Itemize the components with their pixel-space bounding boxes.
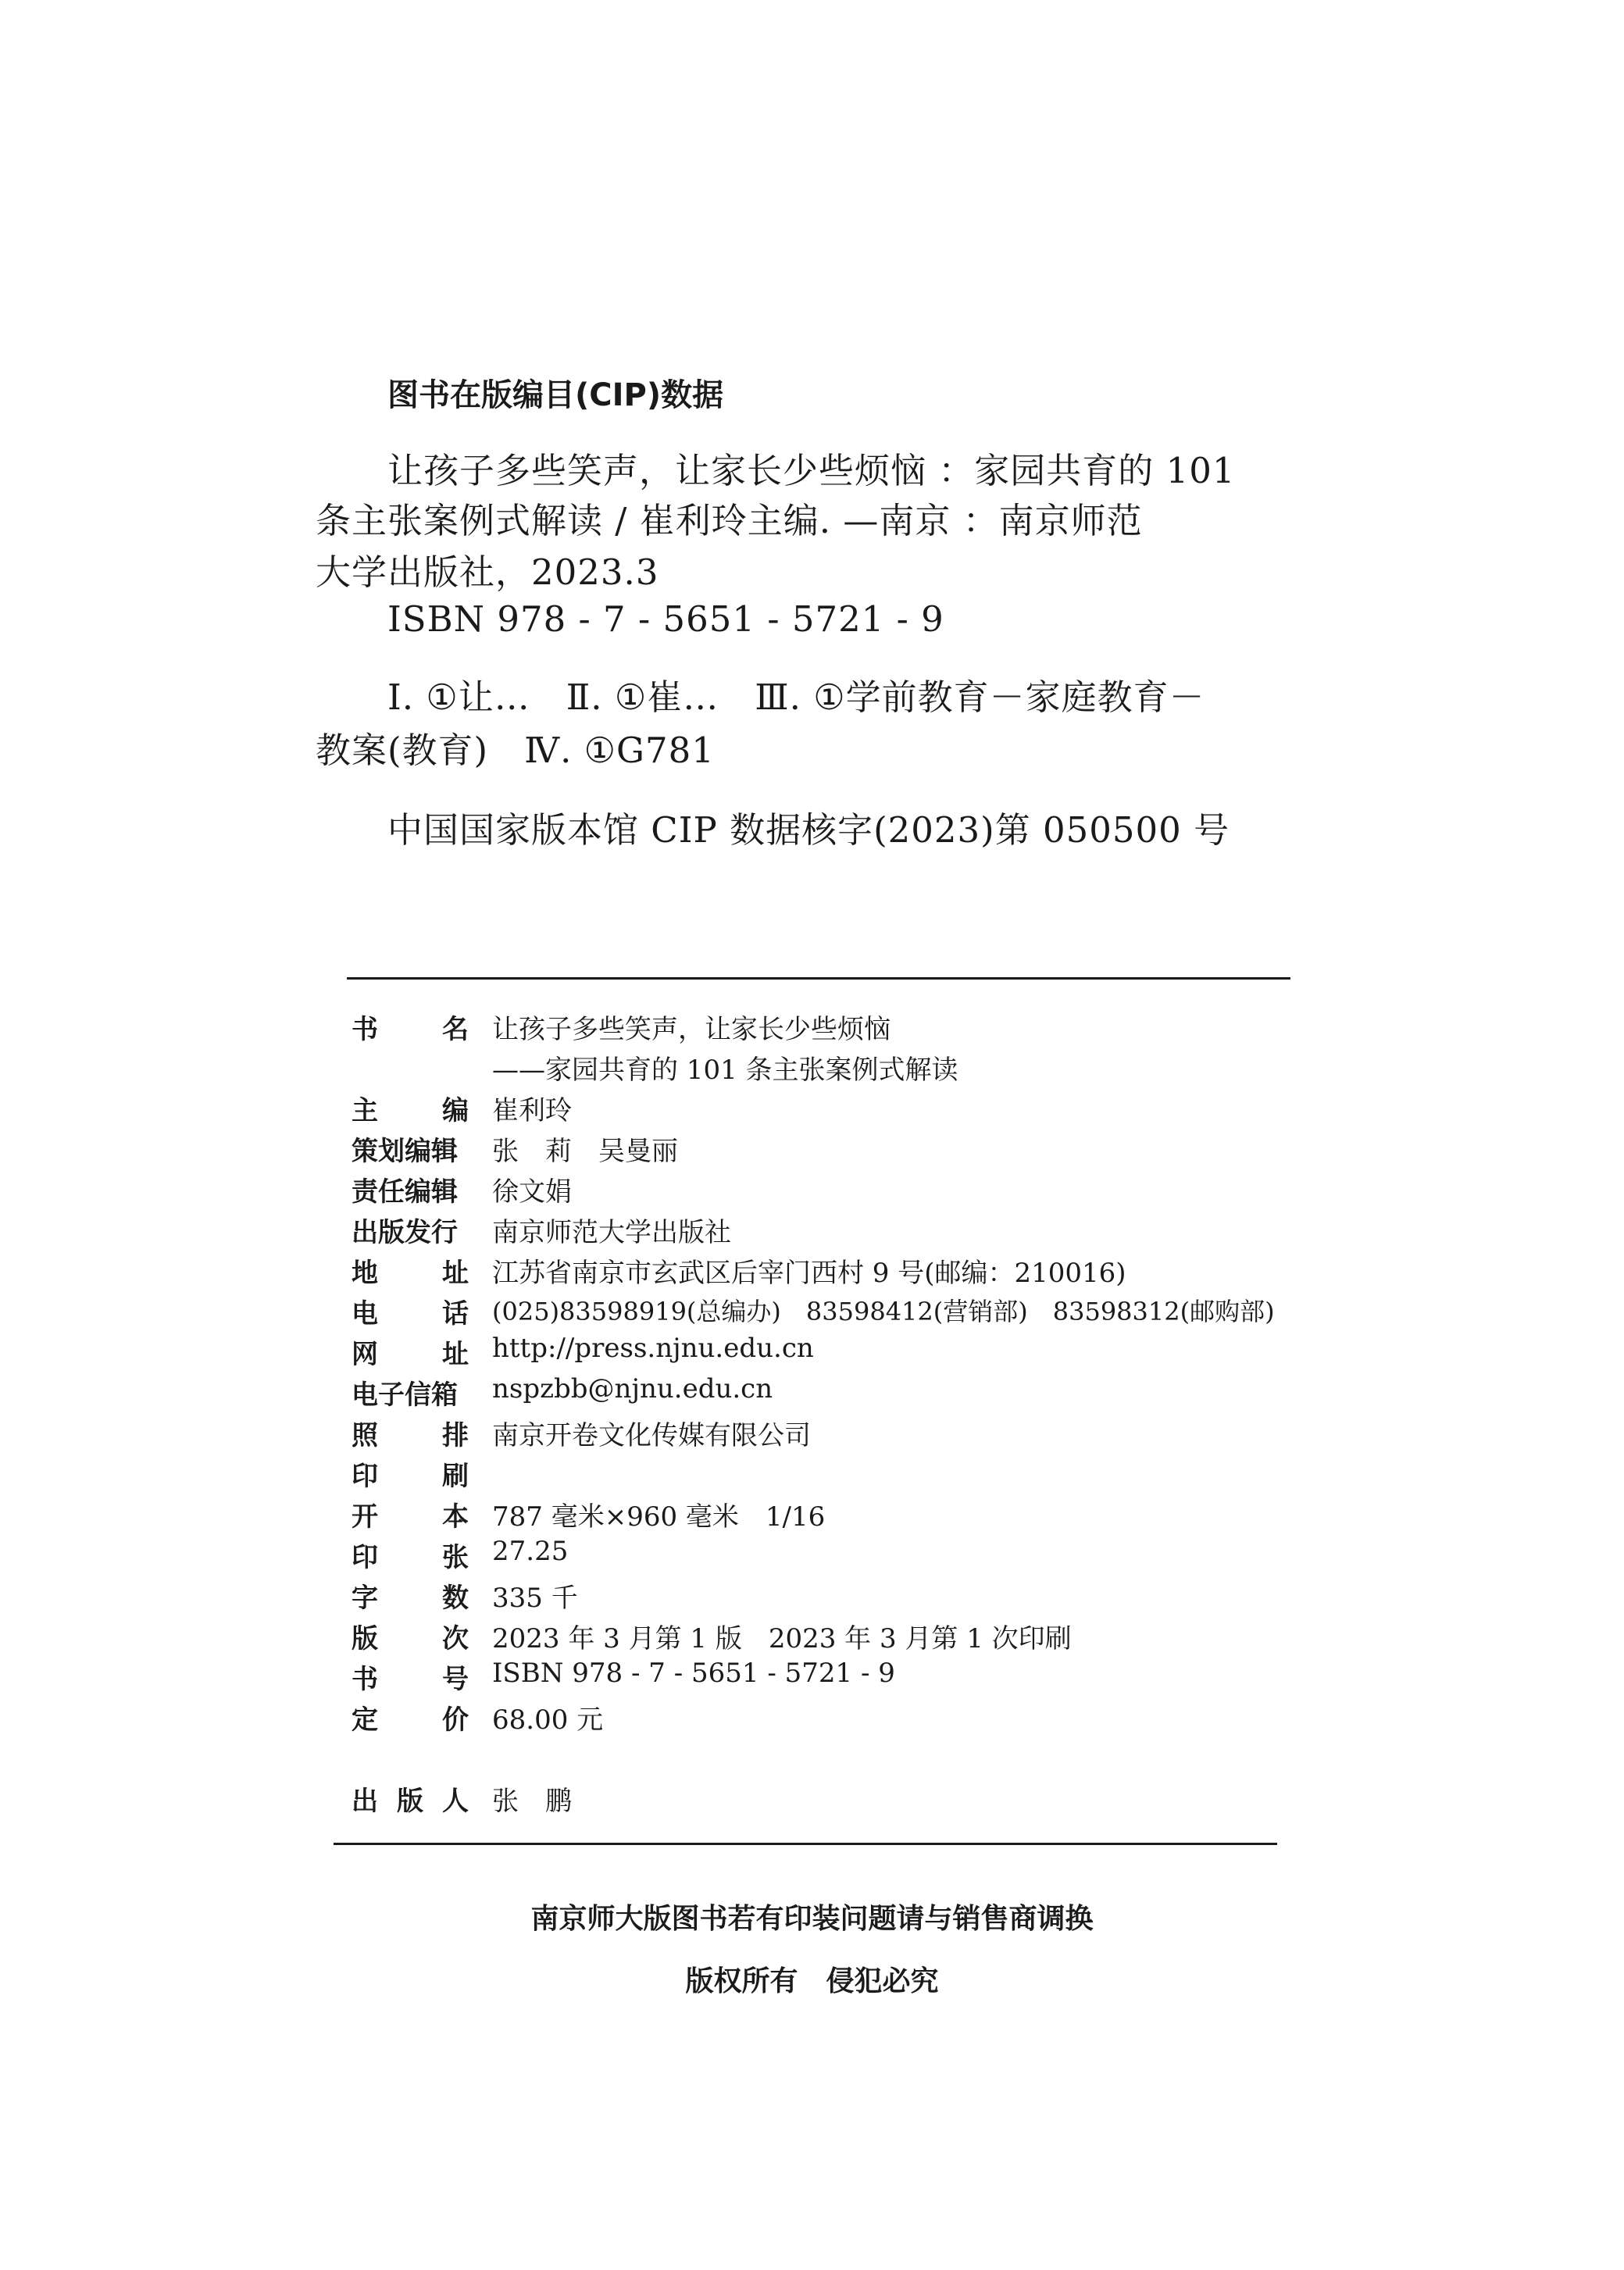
info-label-typeset: 照 排 (352, 1420, 469, 1451)
cip-line-2: 条主张案例式解读 / 崔利玲主编. —南京 ：南京师范 (316, 500, 1143, 541)
info-label-sheets: 印 张 (352, 1542, 469, 1573)
info-value-sheets: 27.25 (492, 1536, 569, 1567)
cip-line-1: 让孩子多些笑声，让家长少些烦恼 ：家园共育的 101 (387, 450, 1236, 491)
cip-line-4: ISBN 978 - 7 - 5651 - 5721 - 9 (387, 598, 944, 640)
info-value-responsible: 徐文娟 (492, 1176, 572, 1208)
cip-line-7: 中国国家版本馆 CIP 数据核字(2023)第 050500 号 (387, 809, 1230, 851)
bottom-rule (334, 1843, 1277, 1845)
info-value-issuer: 张 鹏 (492, 1786, 572, 1817)
info-label-format: 开 本 (352, 1501, 469, 1533)
info-value-editor: 崔利玲 (492, 1095, 572, 1126)
info-label-responsible: 责任编辑 (352, 1176, 458, 1208)
info-value-edition: 2023 年 3 月第 1 版 2023 年 3 月第 1 次印刷 (492, 1623, 1072, 1654)
info-label-issuer: 出 版 人 (352, 1786, 469, 1817)
info-value-isbn: ISBN 978 - 7 - 5651 - 5721 - 9 (492, 1658, 895, 1689)
info-value-price: 68.00 元 (492, 1704, 604, 1736)
info-value-email[interactable]: nspzbb@njnu.edu.cn (492, 1373, 773, 1404)
info-label-print: 印 刷 (352, 1461, 469, 1492)
info-value-web[interactable]: http://press.njnu.edu.cn (492, 1333, 814, 1364)
cip-line-3: 大学出版社，2023.3 (316, 551, 659, 593)
info-value-subtitle: ——家园共育的 101 条主张案例式解读 (492, 1055, 958, 1086)
info-value-planning: 张 莉 吴曼丽 (492, 1136, 678, 1167)
info-value-title: 让孩子多些笑声，让家长少些烦恼 (492, 1014, 891, 1045)
info-label-address: 地 址 (352, 1258, 469, 1289)
info-label-planning: 策划编辑 (352, 1136, 458, 1167)
info-value-format: 787 毫米×960 毫米 1/16 (492, 1501, 826, 1533)
info-label-email: 电子信箱 (352, 1379, 458, 1411)
info-label-isbn: 书 号 (352, 1664, 469, 1695)
cip-line-5: Ⅰ. ①让… Ⅱ. ①崔… Ⅲ. ①学前教育－家庭教育－ (387, 676, 1205, 718)
info-label-price: 定 价 (352, 1704, 469, 1736)
info-label-publisher: 出版发行 (352, 1217, 458, 1248)
info-value-address: 江苏省南京市玄武区后宰门西村 9 号(邮编：210016) (492, 1258, 1126, 1289)
footer-notice: 南京师大版图书若有印装问题请与销售商调换 (530, 1903, 1094, 1935)
top-rule (347, 977, 1290, 980)
info-label-editor: 主 编 (352, 1095, 469, 1126)
info-label-edition: 版 次 (352, 1623, 469, 1654)
cip-line-6: 教案(教育) Ⅳ. ①G781 (316, 730, 715, 771)
info-value-words: 335 千 (492, 1583, 578, 1614)
info-label-words: 字 数 (352, 1583, 469, 1614)
info-value-typeset: 南京开卷文化传媒有限公司 (492, 1420, 811, 1451)
info-label-phone: 电 话 (352, 1298, 469, 1330)
info-value-phone: (025)83598919(总编办) 83598412(营销部) 83598312(邮购部) (492, 1297, 1275, 1326)
info-value-publisher: 南京师范大学出版社 (492, 1217, 731, 1248)
info-label-web: 网 址 (352, 1339, 469, 1370)
footer-copyright: 版权所有 侵犯必究 (685, 1965, 939, 1997)
cip-heading: 图书在版编目(CIP)数据 (387, 377, 724, 413)
info-label-title: 书 名 (352, 1014, 469, 1045)
